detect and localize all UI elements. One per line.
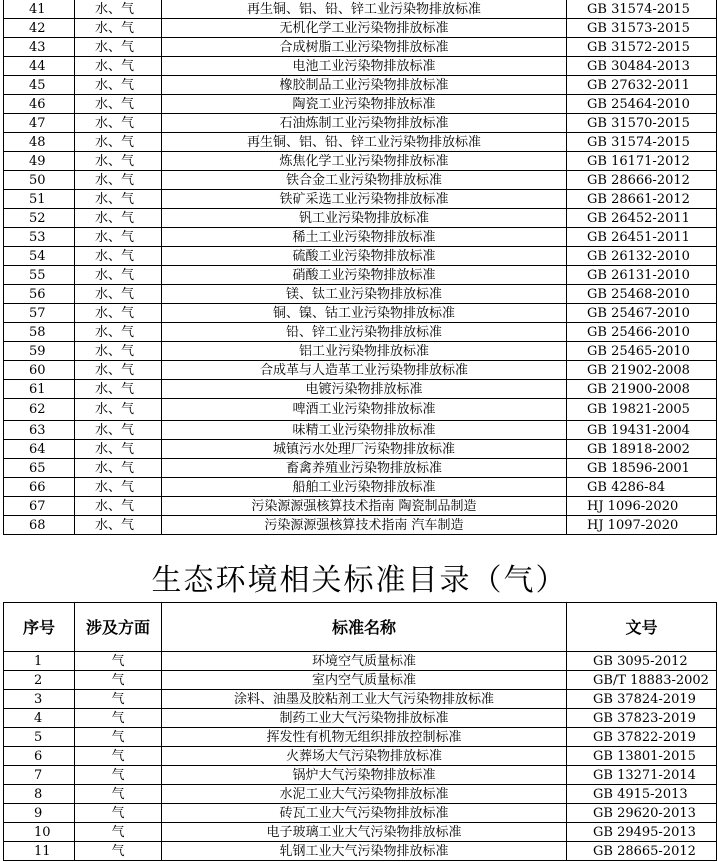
row-number: 58: [4, 323, 75, 342]
row-standard-code: GB 21900-2008: [567, 380, 717, 399]
row-standard-name: 铜、镍、钴工业污染物排放标准: [162, 304, 567, 323]
row-number: 44: [4, 57, 75, 76]
row-aspect: 水、气: [75, 459, 162, 478]
row-aspect: 水、气: [75, 57, 162, 76]
table-row: [4, 842, 717, 861]
table-row: [4, 399, 717, 421]
row-standard-name: 合成革与人造革工业污染物排放标准: [162, 361, 567, 380]
table-row: [4, 114, 717, 133]
row-number: 46: [4, 95, 75, 114]
row-number: 5: [4, 728, 75, 747]
table-row: [4, 38, 717, 57]
row-standard-code: GB 37823-2019: [567, 709, 717, 728]
row-standard-code: GB 30484-2013: [567, 57, 717, 76]
row-standard-name: 铁矿采选工业污染物排放标准: [162, 190, 567, 209]
row-number: 65: [4, 459, 75, 478]
row-standard-name: 环境空气质量标准: [162, 652, 567, 671]
row-standard-code: GB 26132-2010: [567, 247, 717, 266]
table-row: [4, 785, 717, 804]
row-aspect: 水、气: [75, 228, 162, 247]
table-row: [4, 380, 717, 399]
row-standard-name: 制药工业大气污染物排放标准: [162, 709, 567, 728]
row-aspect: 气: [75, 785, 162, 804]
row-standard-name: 电子玻璃工业大气污染物排放标准: [162, 823, 567, 842]
row-standard-name: 硝酸工业污染物排放标准: [162, 266, 567, 285]
row-number: 54: [4, 247, 75, 266]
row-aspect: 水、气: [75, 247, 162, 266]
row-number: 64: [4, 440, 75, 459]
row-number: 50: [4, 171, 75, 190]
row-aspect: 水、气: [75, 380, 162, 399]
row-aspect: 水、气: [75, 76, 162, 95]
table-row: [4, 95, 717, 114]
row-standard-code: GB 28666-2012: [567, 171, 717, 190]
row-standard-name: 再生铜、铝、铅、锌工业污染物排放标准: [162, 0, 567, 19]
row-aspect: 气: [75, 671, 162, 690]
row-standard-name: 合成树脂工业污染物排放标准: [162, 38, 567, 57]
row-standard-code: HJ 1097-2020: [567, 516, 717, 535]
row-standard-name: 轧钢工业大气污染物排放标准: [162, 842, 567, 861]
row-aspect: 水、气: [75, 133, 162, 152]
row-number: 47: [4, 114, 75, 133]
row-number: 49: [4, 152, 75, 171]
table-row: [4, 766, 717, 785]
row-standard-code: GB 19431-2004: [567, 421, 717, 440]
table-row: [4, 652, 717, 671]
row-standard-code: GB 29620-2013: [567, 804, 717, 823]
row-number: 11: [4, 842, 75, 861]
row-number: 41: [4, 0, 75, 19]
table-row: [4, 323, 717, 342]
row-aspect: 水、气: [75, 323, 162, 342]
air-table-body: [4, 652, 717, 861]
row-number: 45: [4, 76, 75, 95]
row-standard-code: GB 31573-2015: [567, 19, 717, 38]
row-standard-code: GB 28661-2012: [567, 190, 717, 209]
table-row: [4, 421, 717, 440]
table-row: [4, 190, 717, 209]
row-standard-name: 挥发性有机物无组织排放控制标准: [162, 728, 567, 747]
row-number: 66: [4, 478, 75, 497]
row-standard-code: GB 13271-2014: [567, 766, 717, 785]
row-standard-name: 铝工业污染物排放标准: [162, 342, 567, 361]
row-standard-name: 陶瓷工业污染物排放标准: [162, 95, 567, 114]
table-row: [4, 459, 717, 478]
table-row: [4, 209, 717, 228]
row-standard-name: 稀土工业污染物排放标准: [162, 228, 567, 247]
row-standard-code: GB 31574-2015: [567, 0, 717, 19]
row-standard-code: GB 28665-2012: [567, 842, 717, 861]
row-standard-code: GB 13801-2015: [567, 747, 717, 766]
row-number: 51: [4, 190, 75, 209]
table-row: [4, 247, 717, 266]
row-standard-code: GB 31574-2015: [567, 133, 717, 152]
row-aspect: 气: [75, 747, 162, 766]
air-standards-table: [3, 602, 717, 861]
table-row: [4, 285, 717, 304]
row-aspect: 气: [75, 823, 162, 842]
table-row: [4, 671, 717, 690]
table-row: [4, 478, 717, 497]
row-aspect: 气: [75, 842, 162, 861]
table-row: [4, 133, 717, 152]
row-standard-name: 硫酸工业污染物排放标准: [162, 247, 567, 266]
row-aspect: 气: [75, 709, 162, 728]
row-aspect: 水、气: [75, 497, 162, 516]
row-standard-name: 炼焦化学工业污染物排放标准: [162, 152, 567, 171]
row-aspect: 气: [75, 690, 162, 709]
row-aspect: 水、气: [75, 399, 162, 421]
row-number: 6: [4, 747, 75, 766]
row-standard-name: 钒工业污染物排放标准: [162, 209, 567, 228]
row-standard-name: 火葬场大气污染物排放标准: [162, 747, 567, 766]
row-standard-name: 电镀污染物排放标准: [162, 380, 567, 399]
header-no: 序号: [4, 603, 75, 652]
row-number: 10: [4, 823, 75, 842]
row-number: 55: [4, 266, 75, 285]
row-aspect: 水、气: [75, 421, 162, 440]
row-standard-name: 污染源源强核算技术指南 陶瓷制品制造: [162, 497, 567, 516]
row-number: 62: [4, 399, 75, 421]
row-aspect: 气: [75, 804, 162, 823]
row-standard-code: GB 31570-2015: [567, 114, 717, 133]
table-row: [4, 804, 717, 823]
row-standard-code: GB/T 18883-2002: [567, 671, 717, 690]
row-standard-name: 味精工业污染物排放标准: [162, 421, 567, 440]
table-row: [4, 171, 717, 190]
row-standard-name: 锅炉大气污染物排放标准: [162, 766, 567, 785]
row-standard-code: GB 27632-2011: [567, 76, 717, 95]
table-row: [4, 440, 717, 459]
row-number: 8: [4, 785, 75, 804]
row-number: 67: [4, 497, 75, 516]
row-aspect: 水、气: [75, 478, 162, 497]
row-standard-name: 啤酒工业污染物排放标准: [162, 399, 567, 421]
row-standard-code: HJ 1096-2020: [567, 497, 717, 516]
table-row: [4, 228, 717, 247]
row-aspect: 气: [75, 766, 162, 785]
table-row: [4, 728, 717, 747]
row-standard-code: GB 3095-2012: [567, 652, 717, 671]
row-number: 56: [4, 285, 75, 304]
row-number: 7: [4, 766, 75, 785]
header-code: 文号: [567, 603, 717, 652]
row-standard-name: 电池工业污染物排放标准: [162, 57, 567, 76]
row-number: 42: [4, 19, 75, 38]
row-aspect: 气: [75, 652, 162, 671]
row-standard-code: GB 26131-2010: [567, 266, 717, 285]
row-standard-name: 石油炼制工业污染物排放标准: [162, 114, 567, 133]
row-number: 43: [4, 38, 75, 57]
row-standard-name: 船舶工业污染物排放标准: [162, 478, 567, 497]
row-aspect: 水、气: [75, 440, 162, 459]
row-number: 57: [4, 304, 75, 323]
row-standard-name: 铁合金工业污染物排放标准: [162, 171, 567, 190]
table-row: [4, 304, 717, 323]
row-number: 53: [4, 228, 75, 247]
header-aspect: 涉及方面: [75, 603, 162, 652]
row-number: 59: [4, 342, 75, 361]
row-standard-name: 涂料、油墨及胶粘剂工业大气污染物排放标准: [162, 690, 567, 709]
row-standard-name: 再生铜、铝、铅、锌工业污染物排放标准: [162, 133, 567, 152]
row-standard-name: 砖瓦工业大气污染物排放标准: [162, 804, 567, 823]
table-row: [4, 152, 717, 171]
row-number: 3: [4, 690, 75, 709]
row-standard-code: GB 18596-2001: [567, 459, 717, 478]
row-standard-name: 无机化学工业污染物排放标准: [162, 19, 567, 38]
row-aspect: 气: [75, 728, 162, 747]
row-aspect: 水、气: [75, 171, 162, 190]
table-row: [4, 516, 717, 535]
table-row: [4, 497, 717, 516]
row-number: 63: [4, 421, 75, 440]
air-section-title: 生态环境相关标准目录（气）: [151, 563, 568, 598]
row-aspect: 水、气: [75, 342, 162, 361]
row-number: 52: [4, 209, 75, 228]
water-air-standards-table: [3, 0, 717, 535]
water-air-table-body: [4, 0, 717, 535]
row-aspect: 水、气: [75, 19, 162, 38]
row-standard-code: GB 4915-2013: [567, 785, 717, 804]
row-number: 60: [4, 361, 75, 380]
row-number: 61: [4, 380, 75, 399]
row-standard-code: GB 37824-2019: [567, 690, 717, 709]
row-standard-code: GB 25465-2010: [567, 342, 717, 361]
row-number: 2: [4, 671, 75, 690]
row-aspect: 水、气: [75, 516, 162, 535]
table-row: [4, 361, 717, 380]
row-standard-name: 畜禽养殖业污染物排放标准: [162, 459, 567, 478]
row-standard-name: 污染源源强核算技术指南 汽车制造: [162, 516, 567, 535]
row-aspect: 水、气: [75, 152, 162, 171]
row-aspect: 水、气: [75, 95, 162, 114]
row-number: 1: [4, 652, 75, 671]
row-aspect: 水、气: [75, 209, 162, 228]
row-standard-code: GB 26452-2011: [567, 209, 717, 228]
row-standard-code: GB 21902-2008: [567, 361, 717, 380]
table-row: [4, 266, 717, 285]
table-row: [4, 690, 717, 709]
row-standard-code: GB 29495-2013: [567, 823, 717, 842]
row-standard-code: GB 16171-2012: [567, 152, 717, 171]
row-standard-name: 橡胶制品工业污染物排放标准: [162, 76, 567, 95]
table-row: [4, 76, 717, 95]
row-standard-code: GB 19821-2005: [567, 399, 717, 421]
table-row: [4, 342, 717, 361]
row-number: 4: [4, 709, 75, 728]
row-aspect: 水、气: [75, 285, 162, 304]
row-standard-code: GB 18918-2002: [567, 440, 717, 459]
row-standard-code: GB 37822-2019: [567, 728, 717, 747]
header-name: 标准名称: [162, 603, 567, 652]
row-standard-code: GB 31572-2015: [567, 38, 717, 57]
row-number: 48: [4, 133, 75, 152]
header-row: [4, 603, 717, 652]
section-spacer: [3, 543, 716, 557]
row-aspect: 水、气: [75, 0, 162, 19]
table-row: [4, 823, 717, 842]
row-aspect: 水、气: [75, 114, 162, 133]
row-aspect: 水、气: [75, 304, 162, 323]
table-row: [4, 0, 717, 19]
table-row: [4, 747, 717, 766]
row-standard-code: GB 25466-2010: [567, 323, 717, 342]
row-standard-name: 铅、锌工业污染物排放标准: [162, 323, 567, 342]
row-aspect: 水、气: [75, 361, 162, 380]
row-number: 68: [4, 516, 75, 535]
row-standard-code: GB 25464-2010: [567, 95, 717, 114]
row-number: 9: [4, 804, 75, 823]
row-standard-code: GB 25468-2010: [567, 285, 717, 304]
row-standard-code: GB 4286-84: [567, 478, 717, 497]
row-standard-name: 城镇污水处理厂污染物排放标准: [162, 440, 567, 459]
row-aspect: 水、气: [75, 38, 162, 57]
table-row: [4, 57, 717, 76]
row-aspect: 水、气: [75, 266, 162, 285]
row-standard-code: GB 25467-2010: [567, 304, 717, 323]
table-row: [4, 709, 717, 728]
row-standard-name: 水泥工业大气污染物排放标准: [162, 785, 567, 804]
table-row: [4, 19, 717, 38]
row-standard-code: GB 26451-2011: [567, 228, 717, 247]
row-standard-name: 镁、钛工业污染物排放标准: [162, 285, 567, 304]
row-standard-name: 室内空气质量标准: [162, 671, 567, 690]
row-aspect: 水、气: [75, 190, 162, 209]
